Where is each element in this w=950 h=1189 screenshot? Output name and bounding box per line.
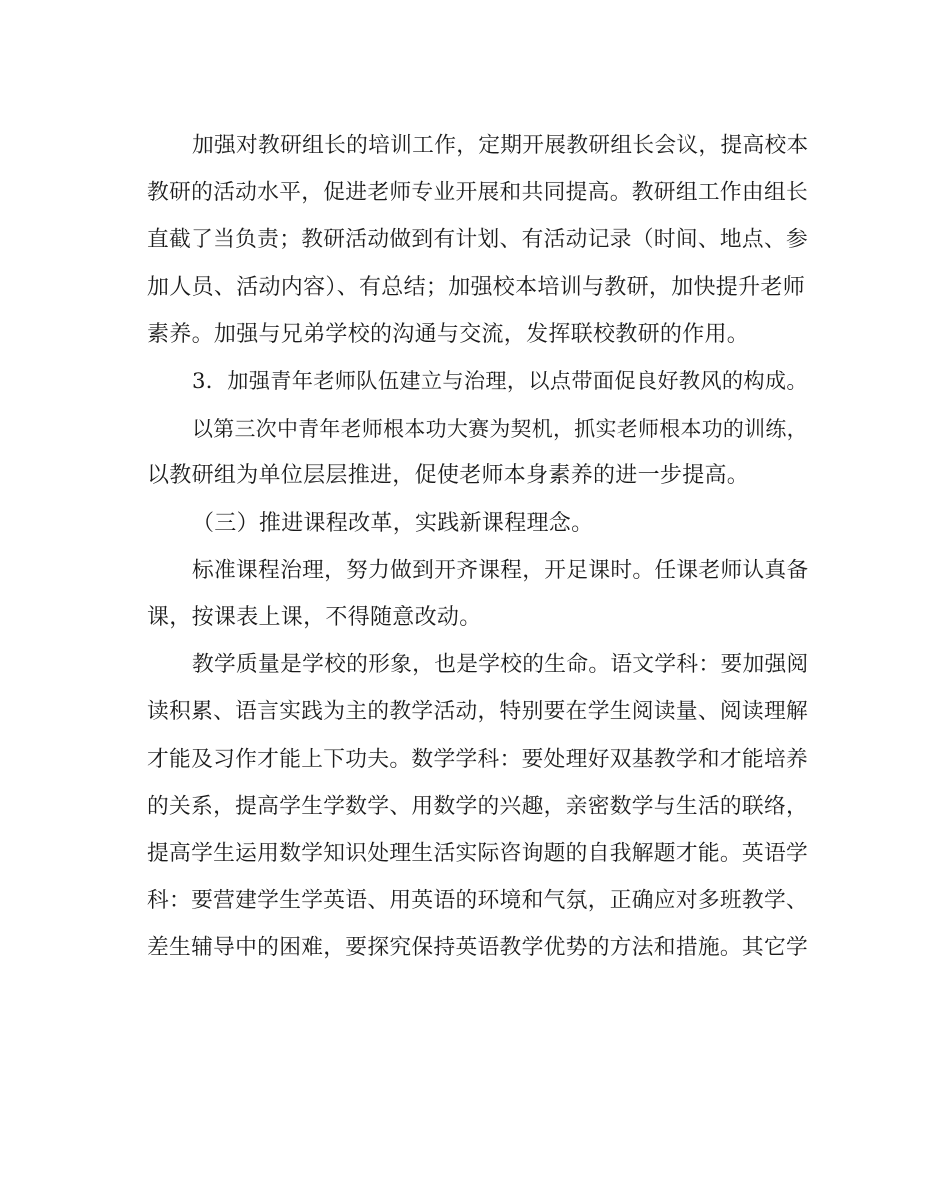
text-line: 3．加强青年老师队伍建立与治理，以点带面促良好教风的构成。: [192, 369, 808, 394]
text-line: 以教研组为单位层层推进，促使老师本身素养的进一步提高。: [147, 463, 750, 488]
text-line: 才能及习作才能上下功夫。数学学科：要处理好双基教学和才能培养: [147, 747, 809, 772]
text-line: 直截了当负责；教研活动做到有计划、有活动记录（时间、地点、参: [147, 227, 809, 252]
text-line: 差生辅导中的困难，要探究保持英语教学优势的方法和措施。其它学: [147, 935, 809, 960]
text-line: 加人员、活动内容）、有总结；加强校本培训与教研，加快提升老师: [147, 275, 806, 300]
text-line: 科：要营建学生学英语、用英语的环境和气氛，正确应对多班教学、: [147, 888, 809, 913]
text-line: 以第三次中青年老师根本功大赛为契机，抓实老师根本功的训练，: [192, 417, 808, 441]
text-line: 的关系，提高学生学数学、用数学的兴趣，亲密数学与生活的联络，: [147, 794, 809, 819]
text-line: 教研的活动水平，促进老师专业开展和共同提高。教研组工作由组长: [147, 180, 809, 205]
text-line: 加强对教研组长的培训工作，定期开展教研组长会议，提高校本: [192, 133, 809, 158]
text-line: 教学质量是学校的形象，也是学校的生命。语文学科：要加强阅: [192, 652, 809, 677]
text-line: 素养。加强与兄弟学校的沟通与交流，发挥联校教研的作用。: [147, 322, 750, 347]
text-line: 课，按课表上课，不得随意改动。: [147, 605, 482, 630]
section-heading: （三）推进课程改革，实践新课程理念。: [192, 511, 594, 536]
text-line: 标准课程治理，努力做到开齐课程，开足课时。任课老师认真备: [192, 558, 809, 583]
text-line: 读积累、语言实践为主的教学活动，特别要在学生阅读量、阅读理解: [147, 699, 809, 724]
text-line: 提高学生运用数学知识处理生活实际咨询题的自我解题才能。英语学: [147, 841, 809, 866]
